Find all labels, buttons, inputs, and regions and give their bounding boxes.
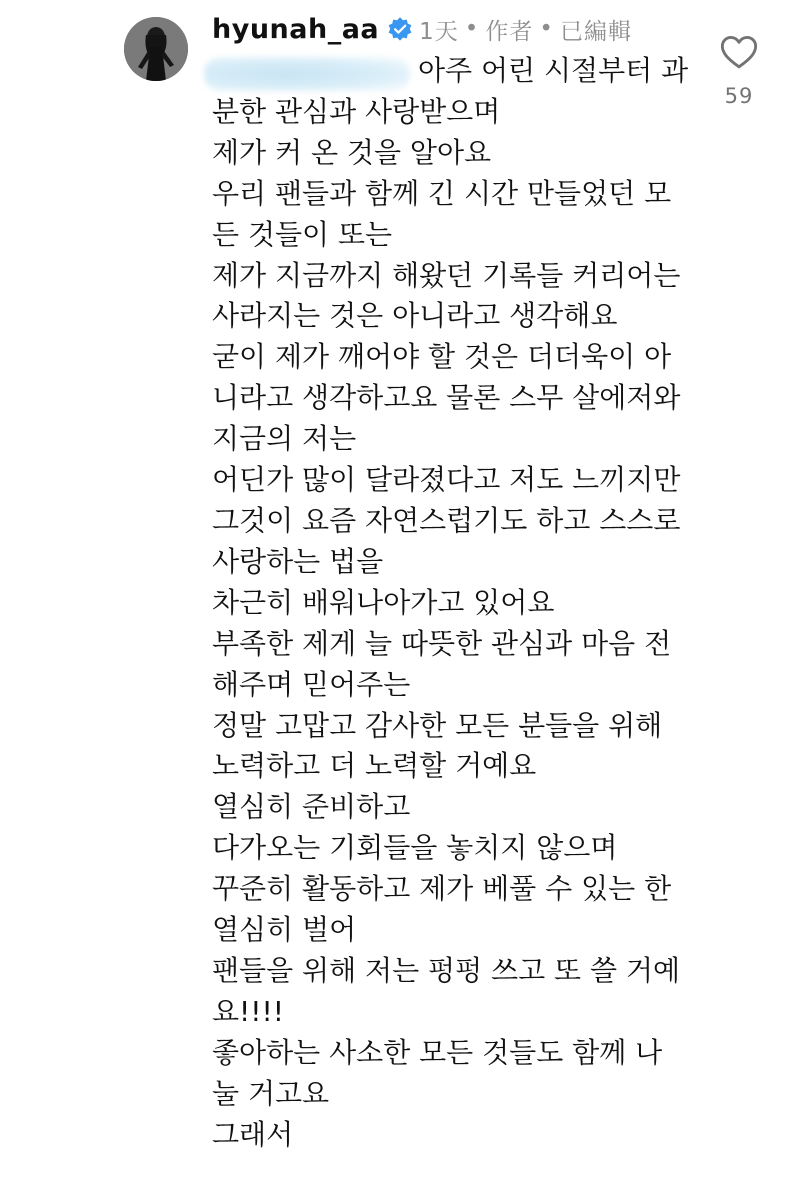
comment-line: 그것이 요즘 자연스럽기도 하고 스스로 <box>212 503 681 537</box>
comment-line: 정말 고맙고 감사한 모든 분들을 위해 <box>212 708 663 742</box>
comment-line: 요!!!! <box>212 994 284 1028</box>
comment-line: 해주며 믿어주는 <box>212 667 411 701</box>
verified-badge-icon <box>387 16 413 42</box>
comment-line: 노력하고 더 노력할 거예요 <box>212 749 537 783</box>
comment-line: 우리 팬들과 함께 긴 시간 만들었던 모 <box>212 176 672 210</box>
comment-time: 1天 <box>419 18 459 45</box>
like-count: 59 <box>724 84 754 108</box>
comment-line: 그래서 <box>212 1117 294 1151</box>
comment-line: 니라고 생각하고요 물론 스무 살에저와 <box>212 381 681 415</box>
comment-header <box>212 9 632 49</box>
comment-line: 눌 거고요 <box>212 1076 330 1110</box>
comment-line: 든 것들이 또는 <box>212 217 393 251</box>
avatar[interactable] <box>124 17 188 81</box>
edited-label: 已編輯 <box>559 18 632 45</box>
comment-line: 팬들을 위해 저는 펑펑 쓰고 또 쓸 거예 <box>212 953 681 987</box>
comment-line: 사랑하는 법을 <box>212 544 384 578</box>
comment-line: 어딘가 많이 달라졌다고 저도 느끼지만 <box>212 463 681 497</box>
comment-line: 열심히 벌어 <box>212 913 357 947</box>
heart-outline-icon[interactable] <box>719 34 759 70</box>
comment-line: 아주 어린 시절부터 과 <box>418 54 689 87</box>
comment-line: 제가 커 온 것을 알아요 <box>212 135 492 169</box>
like-control <box>712 34 766 108</box>
comment-line: 좋아하는 사소한 모든 것들도 함께 나 <box>212 1035 663 1069</box>
avatar-image <box>124 17 188 81</box>
meta-separator: • <box>464 16 480 42</box>
comment-line: 다가오는 기회들을 놓치지 않으며 <box>212 831 618 865</box>
comment-line: 굳이 제가 깨어야 할 것은 더더욱이 아 <box>212 340 672 374</box>
comment-line: 사라지는 것은 아니라고 생각해요 <box>212 299 618 333</box>
comment-line: 지금의 저는 <box>212 422 357 456</box>
comment-line: 열심히 준비하고 <box>212 790 411 824</box>
username[interactable]: hyunah_aa <box>212 13 380 45</box>
comment-line: 차근히 배워나아가고 있어요 <box>212 585 555 619</box>
comment-line: 분한 관심과 사랑받으며 <box>212 94 501 128</box>
comment-text <box>212 51 692 1155</box>
author-label: 作者 <box>485 18 534 45</box>
comment-line: 꾸준히 활동하고 제가 베풀 수 있는 한 <box>212 872 672 906</box>
comment-line: 제가 지금까지 해왔던 기록들 커리어는 <box>212 258 681 292</box>
comment-line: 부족한 제게 늘 따뜻한 관심과 마음 전 <box>212 626 672 660</box>
meta-separator: • <box>539 16 554 42</box>
